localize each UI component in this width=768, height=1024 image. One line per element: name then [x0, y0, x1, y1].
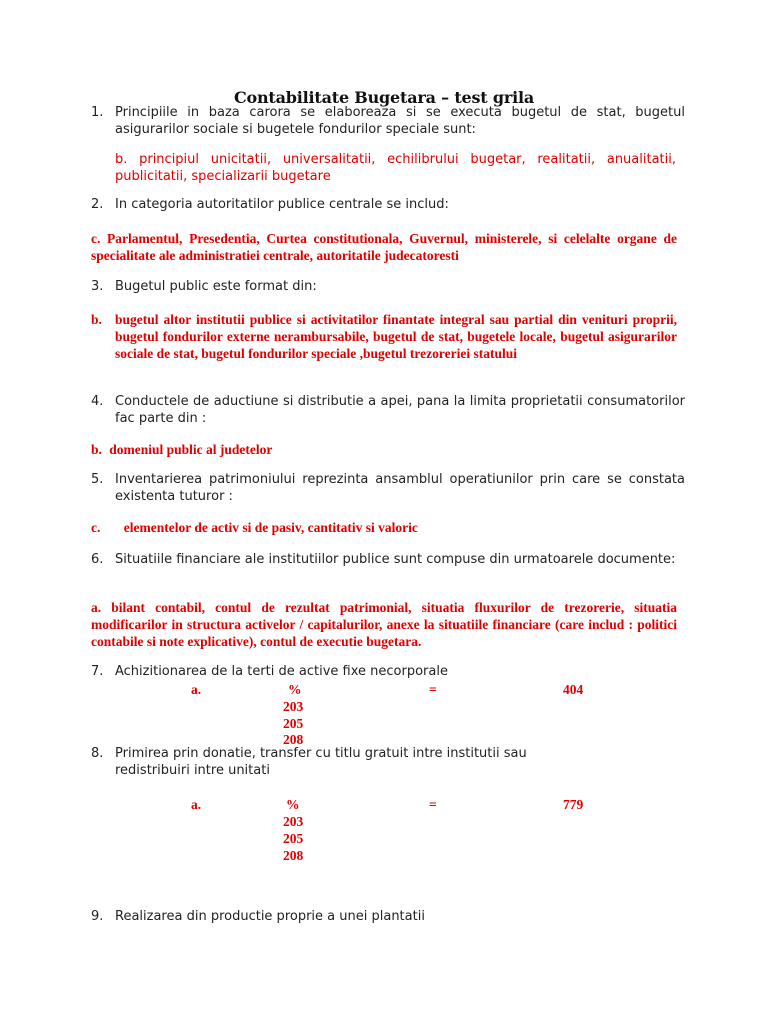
entry-equals: =: [429, 797, 437, 812]
question-text: Inventarierea patrimoniului reprezinta ansamblul operatiunilor prin care se constata existenta tuturor :: [115, 472, 685, 504]
entry-equals: =: [429, 682, 437, 697]
entry-debit: %: [286, 797, 300, 812]
question-text: In categoria autoritatilor publice centrale se includ:: [115, 197, 449, 212]
answer-letter: c.: [91, 520, 101, 535]
question-4: [91, 394, 685, 427]
question-text: Bugetul public este format din:: [115, 279, 317, 294]
question-number: 8.: [91, 746, 104, 761]
entry-account: 205: [283, 716, 304, 731]
answer-letter: b.: [91, 312, 102, 327]
question-text: Situatiile financiare ale institutiilor publice sunt compuse din urmatoarele documente:: [115, 552, 676, 567]
answer-text: elementelor de activ si de pasiv, cantitativ si valoric: [123, 520, 418, 535]
question-3: [91, 279, 685, 296]
question-number: 5.: [91, 472, 104, 487]
question-number: 6.: [91, 552, 104, 567]
question-number: 9.: [91, 909, 104, 924]
question-text: Conductele de aductiune si distributie a apei, pana la limita proprietatii consumatorilor fac parte din :: [115, 394, 685, 426]
entry-credit: 404: [563, 682, 584, 697]
question-2: [91, 197, 685, 214]
question-6: [91, 552, 685, 569]
answer-1: b. principiul unicitatii, universalitatii, echilibrului bugetar, realitatii, anualitatii, publicitatii, specializarii bugetare: [115, 152, 676, 184]
entry-account: 203: [283, 814, 304, 829]
question-number: 4.: [91, 394, 104, 409]
entry-account: 208: [283, 732, 304, 747]
answer-text: bugetul altor institutii publice si activitatilor finantate integral sau partial din venituri proprii, bugetul fondurilor externe nerambursabile, bugetul de stat, bugetele locale, bugetul asigurarilor sociale de stat, bugetul fondurilor speciale ,bugetul trezoreriei statului: [115, 312, 677, 361]
question-8: [91, 746, 685, 779]
answer-6: a. bilant contabil, contul de rezultat patrimonial, situatia fluxurilor de trezorerie, situatia modificarilor in structura activelor / capitalurilor, anexe la situatiile financiare (care includ : politici contabile si note explicative), contul de executie bugetara.: [91, 600, 677, 649]
question-text: Primirea prin donatie, transfer cu titlu gratuit intre institutii sau redistribuiri intre unitati: [115, 746, 527, 778]
answer-3: [91, 311, 677, 362]
document-title: Contabilitate Bugetara – test grila: [233, 88, 535, 107]
question-7: [91, 664, 685, 681]
entry-credit: 779: [563, 797, 584, 812]
question-number: 3.: [91, 279, 104, 294]
question-text: Realizarea din productie proprie a unei plantatii: [115, 909, 425, 924]
question-number: 2.: [91, 197, 104, 212]
answer-2: c. Parlamentul, Presedentia, Curtea constitutionala, Guvernul, ministerele, si celelalte organe de specialitate ale administratiei centrale, autoritatile judecatoresti: [91, 231, 677, 263]
question-text: Principiile in baza carora se elaboreaza si se executa bugetul de stat, bugetul asigurarilor sociale si bugetele fondurilor speciale sunt:: [115, 105, 685, 137]
entry-account: 208: [283, 848, 304, 863]
answer-5: [91, 519, 677, 536]
question-5: [91, 472, 685, 505]
entry-account: 203: [283, 699, 304, 714]
entry-account: 205: [283, 831, 304, 846]
question-1: [91, 105, 685, 138]
entry-debit: %: [288, 682, 302, 697]
question-number: 7.: [91, 664, 104, 679]
answer-text: domeniul public al judetelor: [109, 442, 273, 457]
question-text: Achizitionarea de la terti de active fixe necorporale: [115, 664, 448, 679]
answer-4: [91, 441, 677, 458]
entry-letter: a.: [191, 682, 202, 697]
question-9: [91, 909, 685, 926]
answer-letter: b.: [91, 442, 102, 457]
entry-letter: a.: [191, 797, 202, 812]
question-number: 1.: [91, 105, 104, 120]
